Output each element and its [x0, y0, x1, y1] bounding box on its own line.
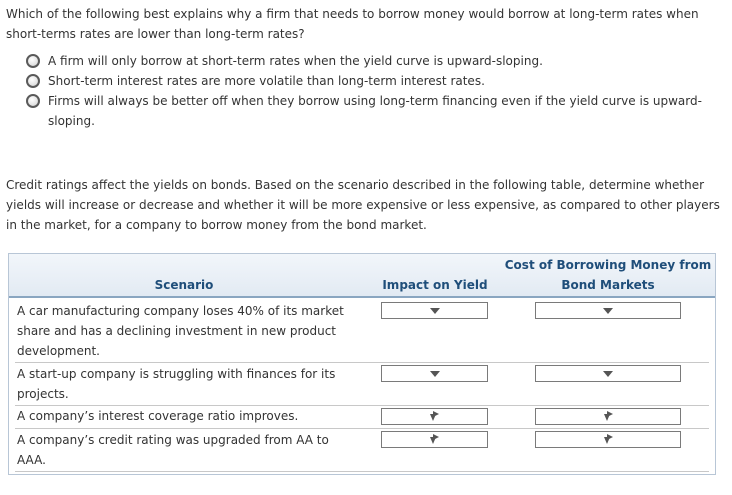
- scenario-cell: A car manufacturing company loses 40% of its market share and has a declining investment in new product development.: [17, 304, 344, 358]
- table-row: [15, 363, 709, 406]
- chevron-right-icon: [433, 411, 439, 417]
- option-label: Firms will always be better off when they borrow using long-term financing even if the yield curve is upward-sloping.: [48, 94, 702, 128]
- impact-dropdown[interactable]: [381, 365, 488, 382]
- header-impact-on-yield: Impact on Yield: [382, 278, 488, 292]
- scenario-table: [8, 253, 716, 475]
- table-row: [15, 300, 709, 363]
- option-2[interactable]: [26, 71, 716, 91]
- radio-button-icon[interactable]: [26, 54, 40, 68]
- radio-button-icon[interactable]: [26, 74, 40, 88]
- chevron-right-icon: [607, 434, 613, 440]
- chevron-down-icon: [603, 371, 613, 377]
- table-row: [15, 429, 709, 472]
- scenario-cell: A company’s credit rating was upgraded from AA to AAA.: [17, 433, 329, 467]
- chevron-down-icon: [603, 308, 613, 314]
- chevron-right-icon: [607, 411, 613, 417]
- impact-dropdown[interactable]: [381, 431, 488, 448]
- header-scenario: Scenario: [154, 278, 214, 292]
- question-1-text: Which of the following best explains why a firm that needs to borrow money would borrow at long-term rates when short-terms rates are lower than long-term rates?: [6, 7, 699, 41]
- table-row: [15, 406, 709, 429]
- option-1[interactable]: [26, 51, 716, 71]
- option-label: Short-term interest rates are more volatile than long-term interest rates.: [48, 74, 485, 88]
- question-2-text: Credit ratings affect the yields on bonds. Based on the scenario described in the following table, determine whether yields will increase or decrease and whether it will be more expensive or less expensive, as compared to other players in the market, for a company to borrow money from the bond market.: [6, 178, 720, 232]
- cost-dropdown[interactable]: [535, 431, 681, 448]
- option-3[interactable]: [26, 91, 716, 131]
- cost-dropdown[interactable]: [535, 302, 681, 319]
- scenario-cell: A start-up company is struggling with finances for its projects.: [17, 367, 336, 401]
- answer-options: [26, 51, 716, 131]
- chevron-down-icon: [430, 308, 440, 314]
- radio-button-icon[interactable]: [26, 94, 40, 108]
- cost-dropdown[interactable]: [535, 365, 681, 382]
- option-label: A firm will only borrow at short-term rates when the yield curve is upward-sloping.: [48, 54, 543, 68]
- impact-dropdown[interactable]: [381, 408, 488, 425]
- header-cost-of-borrowing: Cost of Borrowing Money from Bond Markets: [504, 258, 712, 292]
- cost-dropdown[interactable]: [535, 408, 681, 425]
- chevron-down-icon: [430, 371, 440, 377]
- chevron-right-icon: [433, 434, 439, 440]
- table-header: [9, 254, 715, 298]
- scenario-cell: A company’s interest coverage ratio improves.: [17, 409, 299, 423]
- impact-dropdown[interactable]: [381, 302, 488, 319]
